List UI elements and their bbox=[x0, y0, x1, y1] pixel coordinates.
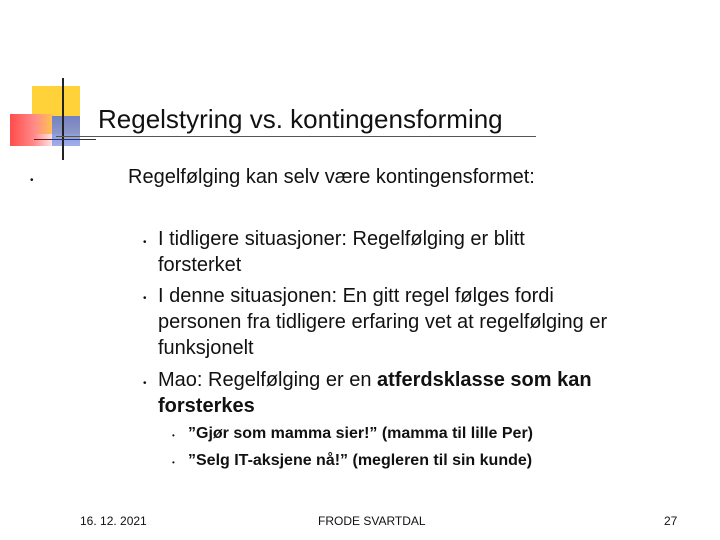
level2-item-3-line-2 bbox=[158, 395, 255, 418]
level2-item-2-line-3: funksjonelt bbox=[158, 337, 254, 359]
bullet-level3: • bbox=[172, 431, 175, 440]
footer-page-number: 27 bbox=[664, 514, 678, 528]
footer-author: FRODE SVARTDAL bbox=[318, 514, 426, 528]
level2-item-1-line-1: I tidligere situasjoner: Regelfølging er blitt bbox=[158, 228, 525, 250]
level1-text: Regelfølging kan selv være kontingensformet: bbox=[128, 166, 535, 188]
level2-item-3-line-1 bbox=[158, 369, 592, 392]
slide-title: Regelstyring vs. kontingensforming bbox=[98, 104, 503, 134]
decorative-horizontal-line bbox=[34, 139, 96, 140]
decorative-blue-square bbox=[52, 116, 80, 146]
bullet-level2: • bbox=[143, 237, 147, 248]
level2-item-2-line-2: personen fra tidligere erfaring vet at regelfølging er bbox=[158, 311, 608, 333]
title-underline bbox=[56, 136, 536, 137]
decorative-vertical-line bbox=[62, 78, 64, 160]
level2-item-3-bold-line-2: forsterkes bbox=[158, 395, 255, 417]
level3-item-2: ”Selg IT-aksjene nå!” (megleren til sin kunde) bbox=[188, 452, 533, 469]
bullet-level3: • bbox=[172, 458, 175, 467]
level2-item-2-line-1: I denne situasjonen: En gitt regel følges fordi bbox=[158, 285, 554, 307]
footer-date: 16. 12. 2021 bbox=[80, 514, 147, 528]
level3-item-1: ”Gjør som mamma sier!” (mamma til lille Per) bbox=[188, 425, 534, 442]
level2-item-3-plain: Mao: Regelfølging er en bbox=[158, 369, 378, 391]
bullet-level2: • bbox=[143, 293, 147, 304]
level2-item-3-bold: atferdsklasse som kan bbox=[377, 369, 592, 391]
level2-item-1-line-2: forsterket bbox=[158, 254, 242, 276]
decorative-red-bar bbox=[10, 114, 54, 146]
bullet-level2: • bbox=[143, 378, 147, 389]
bullet-level1: • bbox=[30, 175, 34, 186]
